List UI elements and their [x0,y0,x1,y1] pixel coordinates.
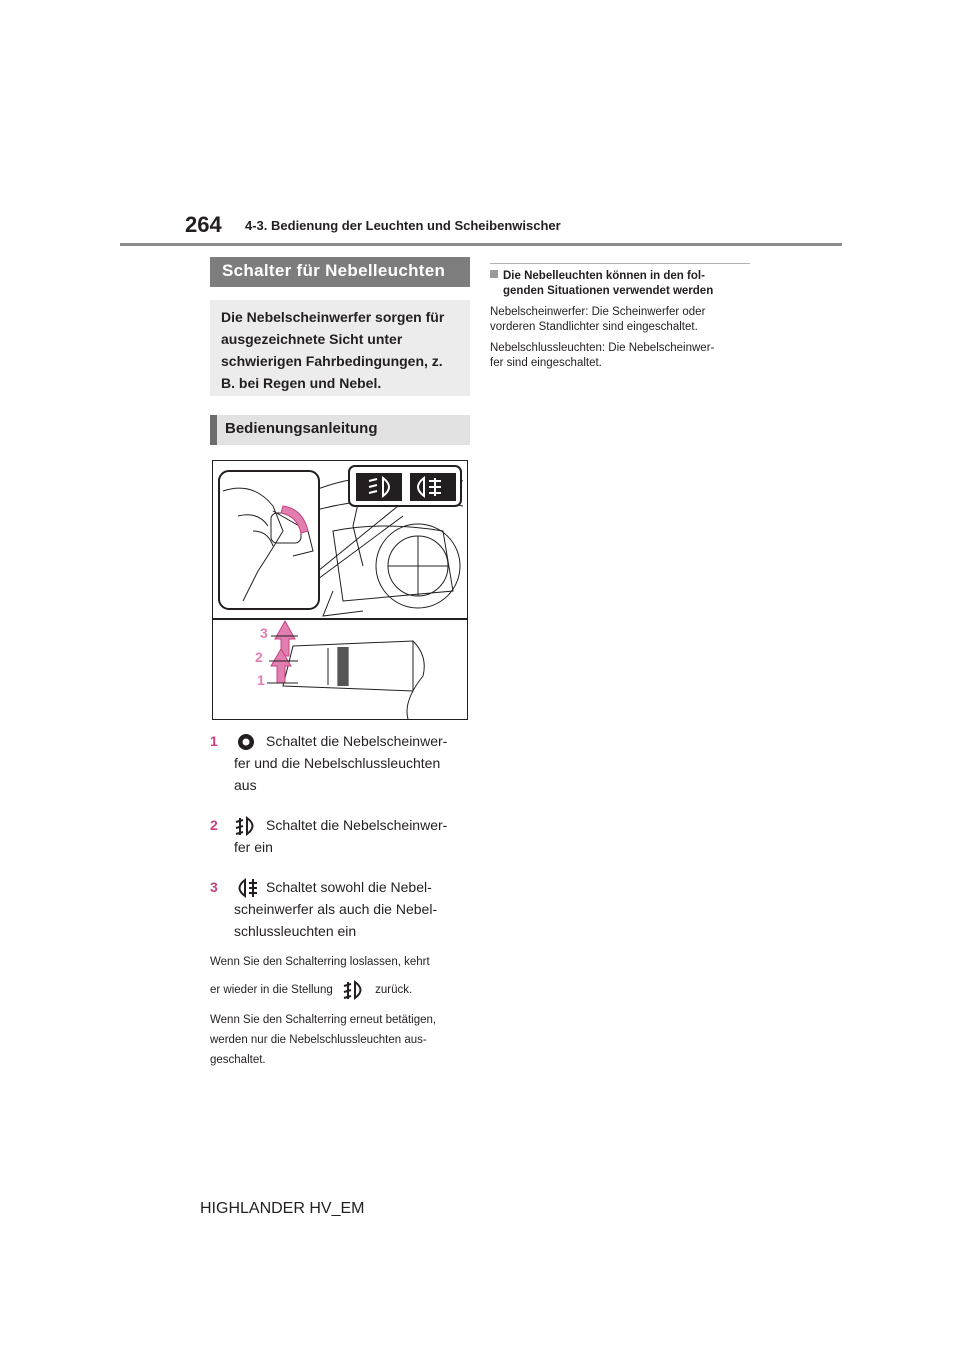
intro-line: Die Nebelscheinwerfer sorgen für [221,309,445,325]
front-fog-light-icon [356,473,402,501]
heading-line: Die Nebelleuchten können in den fol- [503,270,705,282]
subsection-title: Bedienungsanleitung [210,415,470,445]
chapter-title: 4-3. Bedienung der Leuchten und Scheibenwischer [245,218,561,233]
repeat-note [210,1010,472,1070]
step-line: aus [234,777,257,794]
section-title: Schalter für Nebelleuchten [210,257,470,287]
step-line: Schaltet die Nebelscheinwer- [266,733,448,749]
note-line: werden nur die Nebelschlussleuchten aus- [210,1034,427,1046]
step-number: 2 [210,817,218,833]
sidebar-heading [490,269,752,299]
intro-line: schwierigen Fahrbedingungen, z. [221,353,443,369]
square-bullet-icon [490,270,498,278]
step-line: scheinwerfer als auch die Nebel- [234,901,438,918]
step-line: Schaltet sowohl die Nebel- [266,879,432,895]
step-line: Schaltet die Nebelscheinwer- [266,817,448,833]
front-fog-light-icon [342,980,366,1000]
sidebar-paragraph [490,305,752,335]
step-1 [210,730,472,796]
step-3 [210,876,472,942]
sidebar-rule [490,263,750,264]
note-line: Wenn Sie den Schalterring erneut betätigen, [210,1014,437,1026]
step-number: 3 [210,879,218,895]
para-line: vorderen Standlichter sind eingeschaltet. [490,321,698,333]
header-rule [120,243,842,246]
step-number: 1 [210,733,218,749]
step-2 [210,814,472,858]
para-line: Nebelschlussleuchten: Die Nebelscheinwer- [490,342,715,354]
fog-light-switch-illustration [212,460,468,720]
release-note [210,952,472,1000]
callout-1: 1 [257,672,265,688]
intro-box [210,300,470,396]
step-line: fer und die Nebelschlussleuchten [234,755,441,772]
page-number: 264 [185,212,222,237]
para-line: Nebelscheinwerfer: Die Scheinwerfer oder [490,306,706,318]
note-line: er wieder in die Stellung [210,984,333,997]
switch-diagram [213,461,467,719]
step-line: fer ein [234,839,273,856]
note-line: geschaltet. [210,1054,266,1066]
switch-ring [338,647,348,686]
callout-2: 2 [255,649,263,665]
intro-line: B. bei Regen und Nebel. [221,375,382,391]
note-line: zurück. [375,984,413,997]
note-line: Wenn Sie den Schalterring loslassen, kehrt [210,956,430,968]
off-icon [234,732,258,752]
footer-model: HIGHLANDER HV_EM [200,1200,365,1217]
front-fog-light-icon [234,816,258,836]
sidebar-paragraph [490,341,752,371]
heading-line: genden Situationen verwendet werden [503,285,714,297]
rear-fog-light-icon [234,878,258,898]
inset-frame [219,471,319,609]
intro-line: ausgezeichnete Sicht unter [221,331,403,347]
step-line: schlussleuchten ein [234,923,357,940]
para-line: fer sind eingeschaltet. [490,357,602,369]
callout-3: 3 [260,625,268,641]
